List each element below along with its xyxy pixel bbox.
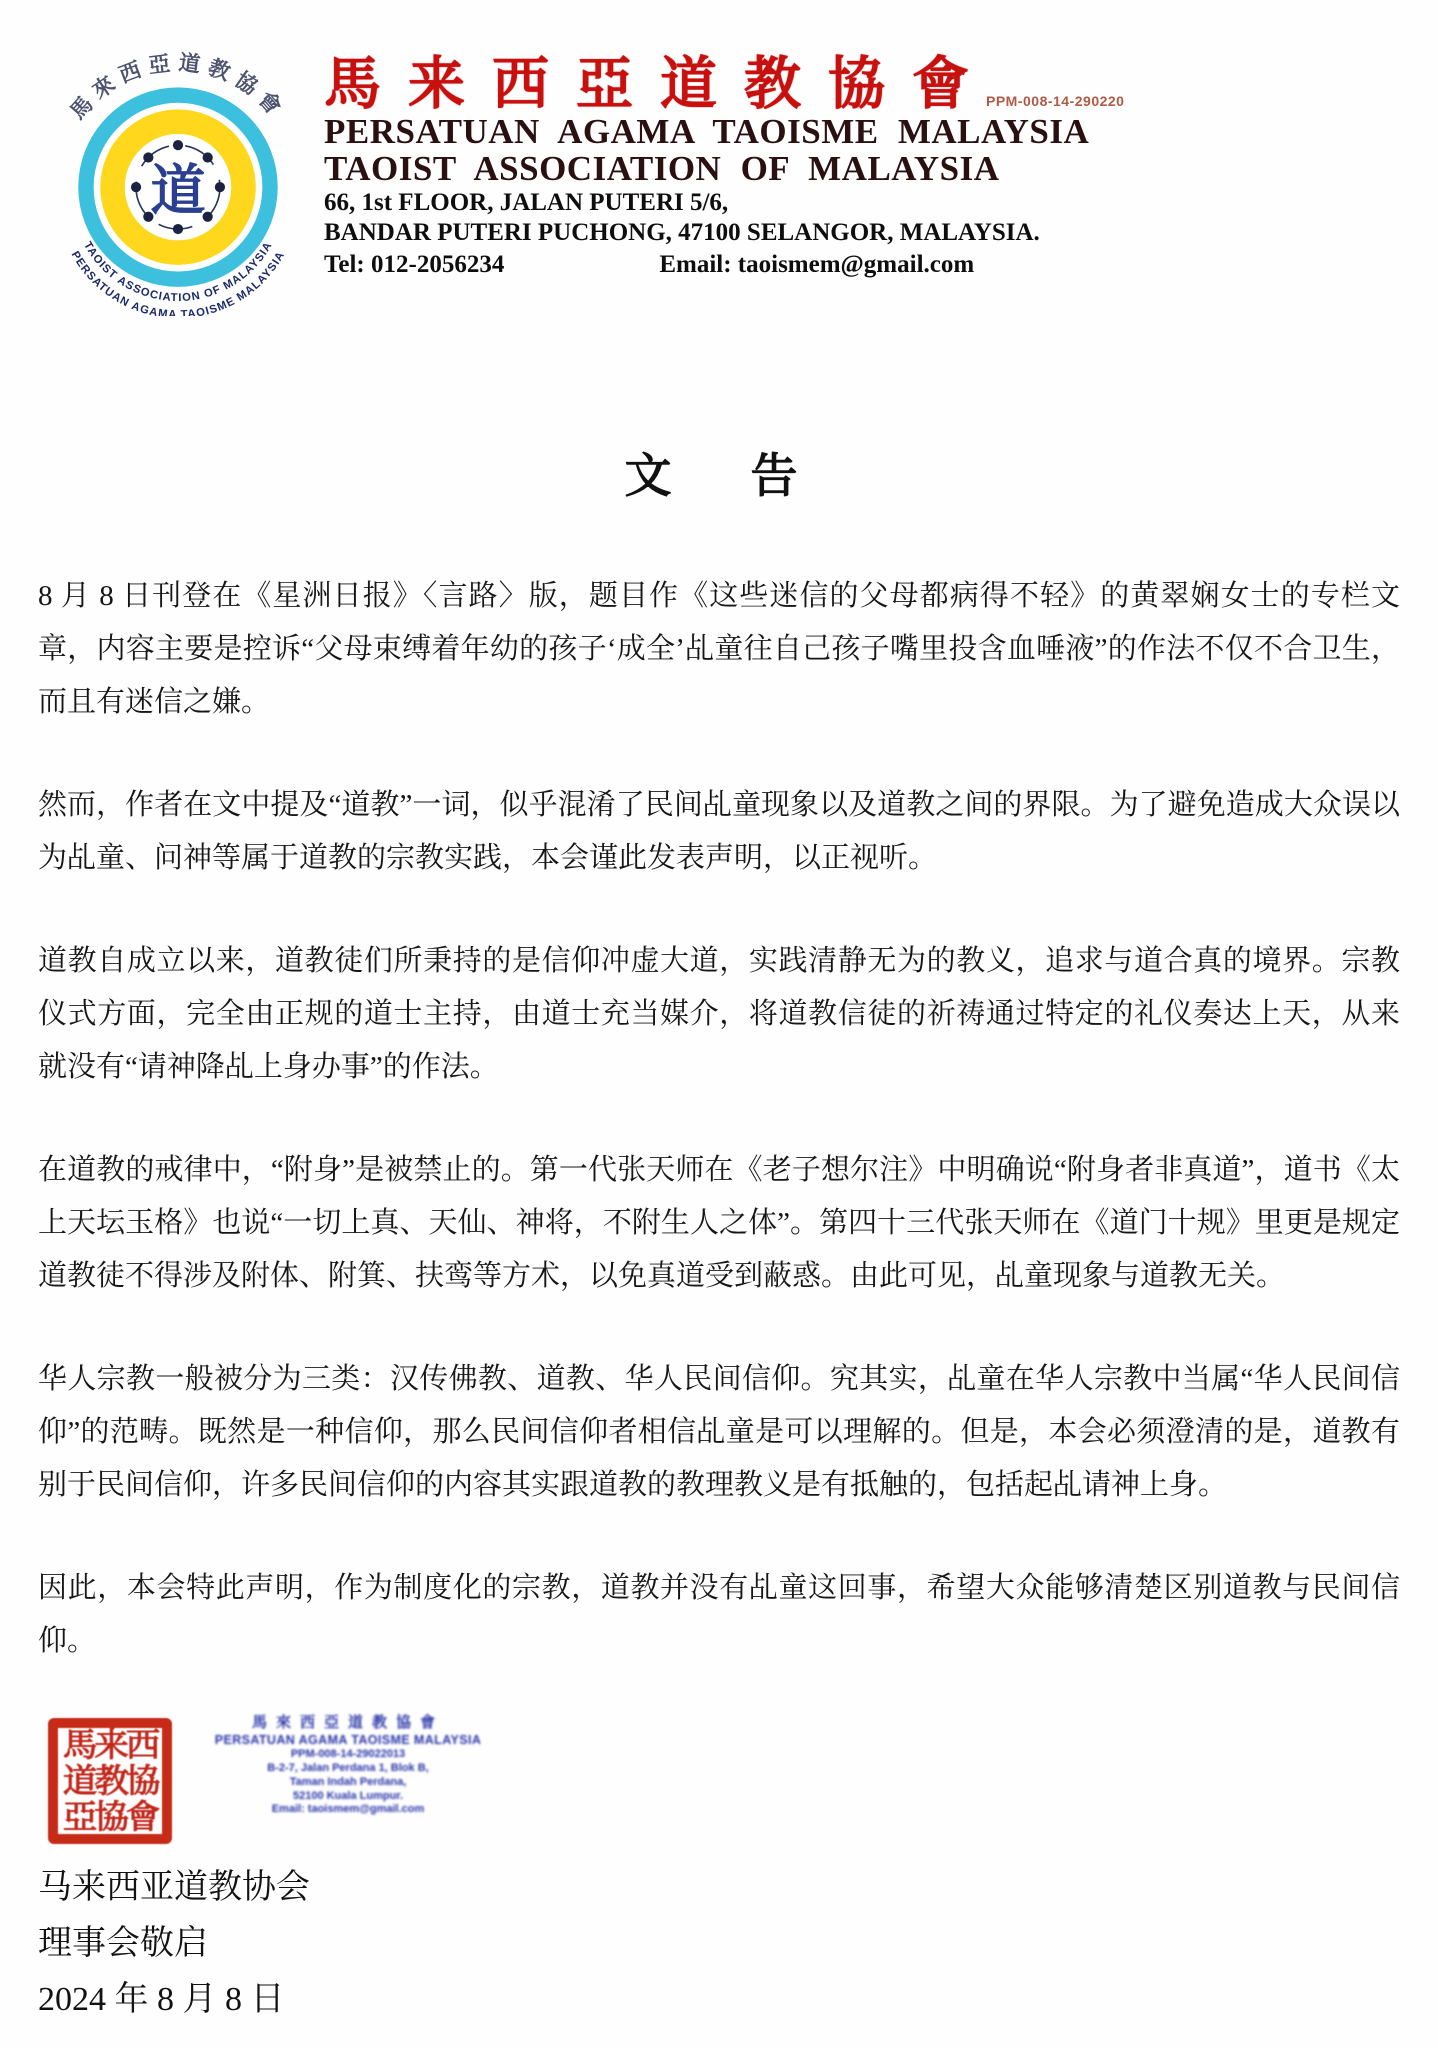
signature-org: 马来西亚道教协会: [38, 1869, 310, 1906]
red-seal-text-row1: 馬来西: [62, 1725, 158, 1764]
blue-ink-stamp: [198, 1714, 498, 1817]
paragraph-6: 因此，本会特此声明，作为制度化的宗教，道教并没有乩童这回事，希望大众能够清楚区别道教与民间信仰。: [38, 1572, 1400, 1657]
logo-arc-bottom-outer-text: PERSATUAN AGAMA TAOISME MALAYSIA: [68, 249, 288, 316]
blue-stamp-line-7: Email: taoismem@gmail.com: [271, 1803, 425, 1816]
document-body: [38, 570, 1400, 1668]
signature-block: [38, 1860, 1400, 2028]
association-name-malay: PERSATUAN AGAMA TAOISME MALAYSIA: [324, 112, 1090, 151]
letterhead: [38, 42, 1400, 321]
paragraph-1: 8 月 8 日刊登在《星洲日报》〈言路〉版，题目作《这些迷信的父母都病得不轻》的黄翠娴女士的专栏文章，内容主要是控诉“父母束缚着年幼的孩子‘成全’乩童往自己孩子嘴里投含血唾液”的作法不仅不合卫生，而且有迷信之嫌。: [38, 580, 1400, 718]
email: Email: taoismem@gmail.com: [659, 250, 975, 278]
telephone: Tel: 012-2056234: [324, 250, 505, 278]
blue-stamp-line-2: PERSATUAN AGAMA TAOISME MALAYSIA: [214, 1732, 482, 1747]
stamps-area: [38, 1714, 1400, 1846]
address-line-1: 66, 1st FLOOR, JALAN PUTERI 5/6,: [324, 188, 729, 216]
blue-stamp-line-1: 馬來西亞道教協會: [251, 1714, 444, 1731]
paragraph-2: 然而，作者在文中提及“道教”一词，似乎混淆了民间乩童现象以及道教之间的界限。为了避免造成大众误以为乩童、问神等属于道教的宗教实践，本会谨此发表声明，以正视听。: [38, 789, 1400, 874]
red-seal-text-row2: 道教協: [62, 1761, 158, 1800]
association-logo: [38, 48, 318, 321]
taoist-association-logo-icon: [38, 48, 318, 316]
blue-stamp-line-3: PPM-008-14-29022013: [290, 1748, 406, 1761]
address-line-2: BANDAR PUTERI PUCHONG, 47100 SELANGOR, MALAYSIA.: [324, 219, 1040, 247]
logo-arc-bottom-inner-text: TAOIST ASSOCIATION OF MALAYSIA: [81, 239, 275, 305]
blue-stamp-line-4: B-2-7, Jalan Perdana 1, Blok B,: [267, 1762, 429, 1775]
document-title: 文 告: [624, 451, 814, 503]
blue-stamp-line-5: Taman Indah Perdana,: [289, 1775, 407, 1788]
paragraph-3: 道教自成立以来，道教徒们所秉持的是信仰冲虚大道，实践清静无为的教义，追求与道合真的境界。宗教仪式方面，完全由正规的道士主持，由道士充当媒介，将道教信徒的祈祷通过特定的礼仪奏达上天，从来就没有“请神降乩上身办事”的作法。: [38, 945, 1400, 1083]
blue-stamp-line-6: 52100 Kuala Lumpur.: [292, 1789, 404, 1802]
association-name-english: TAOIST ASSOCIATION OF MALAYSIA: [324, 149, 1000, 189]
registration-number: PPM-008-14-290220: [986, 93, 1125, 109]
association-name-chinese: 馬来西亞道教協會: [324, 51, 996, 117]
logo-arc-top-text: 馬來西亞道教協會: [65, 50, 291, 125]
signature-committee: 理事会敬启: [38, 1925, 208, 1962]
paragraph-4: 在道教的戒律中，“附身”是被禁止的。第一代张天师在《老子想尔注》中明确说“附身者非真道”，道书《太上天坛玉格》也说“一切上真、天仙、神将，不附生人之体”。第四十三代张天师在《道门十规》里更是规定道教徒不得涉及附体、附箕、扶鸾等方术，以免真道受到蔽惑。由此可见，乩童现象与道教无关。: [38, 1154, 1400, 1292]
logo-center-character: 道: [150, 158, 206, 224]
red-seal-text-row3: 亞協會: [62, 1797, 158, 1836]
red-seal-stamp: [48, 1718, 172, 1844]
letterhead-text: [318, 51, 1400, 279]
signature-date: 2024 年 8 月 8 日: [38, 1981, 285, 2018]
paragraph-5: 华人宗教一般被分为三类：汉传佛教、道教、华人民间信仰。究其实，乩童在华人宗教中当属“华人民间信仰”的范畴。既然是一种信仰，那么民间信仰者相信乩童是可以理解的。但是，本会必须澄清的是，道教有别于民间信仰，许多民间信仰的内容其实跟道教的教理教义是有抵触的，包括起乩请神上身。: [38, 1363, 1400, 1501]
